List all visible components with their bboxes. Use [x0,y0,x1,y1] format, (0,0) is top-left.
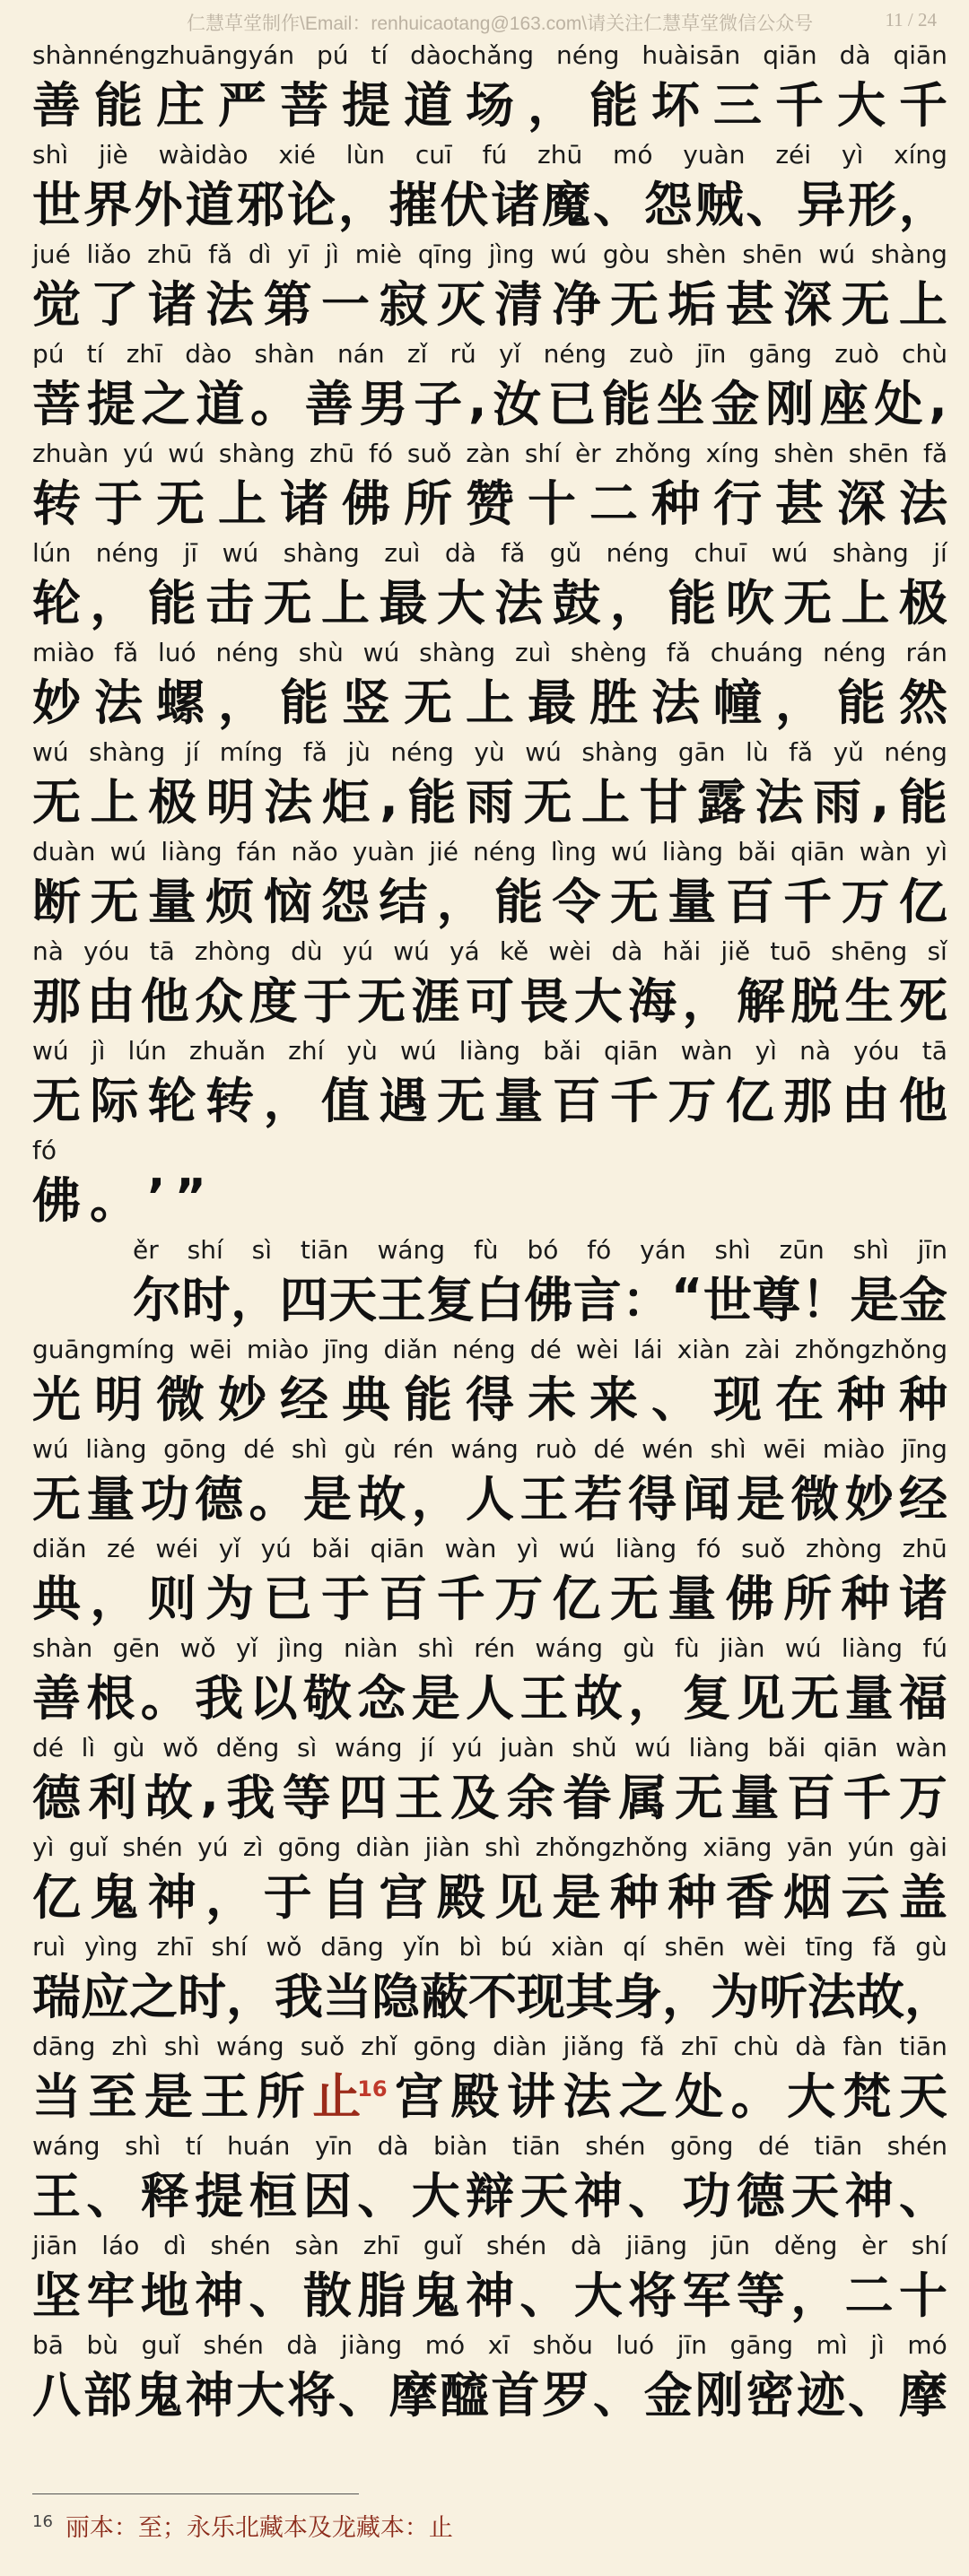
page-indicator: 11 / 24 [885,9,937,30]
hanzi-line: 善 能 庄 严 菩 提 道 场 ， 能 坏 三 千 大 千 [32,76,947,134]
pinyin-line: dāng zhì shì wáng suǒ zhǐ gōng diàn jiǎng fǎ zhī chù dà fàn tiān [32,2032,947,2061]
pinyin-line: shàn gēn wǒ yǐ jìng niàn shì rén wáng gù fù jiàn wú liàng fú [32,1633,947,1663]
pinyin-line: dé lì gù wǒ děng sì wáng jí yú juàn shǔ wú liàng bǎi qiān wàn [32,1733,947,1762]
hanzi-line: 瑞 应 之 时 ， 我 当 隐 蔽 不 现 其 身 ， 为 听 法 故 ， [32,1968,953,2025]
pinyin-line: guāngmíng wēi miào jīng diǎn néng dé wèi lái xiàn zài zhǒngzhǒng [32,1335,947,1364]
footnote-divider [32,2493,359,2494]
pinyin-line: wú liàng gōng dé shì gù rén wáng ruò dé wén shì wēi miào jīng [32,1434,947,1464]
text-line [32,1428,947,1527]
text-line [32,1229,947,1327]
hanzi-line: 断 无 量 烦 恼 怨 结 ， 能 令 无 量 百 千 万 亿 [32,873,947,930]
pinyin-line: lún néng jī wú shàng zuì dà fǎ gǔ néng chuī wú shàng jí [32,538,947,568]
hanzi-line: 妙 法 螺 ， 能 竖 无 上 最 胜 法 幢 ， 能 然 [32,674,947,731]
pinyin-line: jiān láo dì shén sàn zhī guǐ shén dà jiāng jūn děng èr shí [32,2231,947,2260]
footnote-number: 16 [32,2512,53,2531]
text-line [32,34,947,133]
pinyin-line: yì guǐ shén yú zì gōng diàn jiàn shì zhǒngzhǒng xiāng yān yún gài [32,1832,947,1862]
hanzi-line: 德 利 故 , 我 等 四 王 及 余 眷 属 无 量 百 千 万 [32,1765,947,1826]
pinyin-line: miào fǎ luó néng shù wú shàng zuì shèng fǎ chuáng néng rán [32,638,947,667]
text-line [32,1328,947,1427]
hanzi-line: 尔 时 ， 四 天 王 复 白 佛 言 ： “ 世 尊 ！ 是 金 [133,1267,947,1328]
text-line [32,2125,947,2224]
pinyin-line: ěr shí sì tiān wáng fù bó fó yán shì zūn shì jīn [133,1235,947,1265]
pinyin-line: wú shàng jí míng fǎ jù néng yù wú shàng gān lù fǎ yǔ néng [32,737,947,767]
hanzi-line: 无 上 极 明 法 炬 , 能 雨 无 上 甘 露 法 雨 , 能 [32,770,947,831]
text-line [32,1627,947,1726]
text-line [32,532,947,631]
pinyin-line: shì jiè wàidào xié lùn cuī fú zhū mó yuàn zéi yì xíng [32,140,947,170]
text-line [32,2324,947,2423]
text-line [32,432,947,531]
text-line [32,1129,947,1228]
pinyin-line: bā bù guǐ shén dà jiàng mó xī shǒu luó jīn gāng mì jì mó [32,2330,947,2360]
pinyin-line: zhuàn yú wú shàng zhū fó suǒ zàn shí èr zhǒng xíng shèn shēn fǎ [32,439,947,468]
pinyin-line: ruì yìng zhī shí wǒ dāng yǐn bì bú xiàn qí shēn wèi tīng fǎ gù [32,1932,947,1962]
hanzi-line: 那 由 他 众 度 于 无 涯 可 畏 大 海 ， 解 脱 生 死 [32,972,947,1030]
text-line [32,831,947,929]
text-line [32,731,947,830]
text-line [32,1030,947,1128]
footnote-ref[interactable]: 16 [357,2076,388,2102]
hanzi-line: 觉 了 诸 法 第 一 寂 灭 清 净 无 垢 甚 深 无 上 [32,275,947,333]
pinyin-line: nà yóu tā zhòng dù yú wú yá kě wèi dà hǎi jiě tuō shēng sǐ [32,936,947,966]
footnote-text: 丽本：至；永乐北藏本及龙藏本：止 [65,2514,453,2542]
hanzi-line: 光 明 微 妙 经 典 能 得 未 来 、 现 在 种 种 [32,1371,947,1428]
hanzi-line: 典 ， 则 为 已 于 百 千 万 亿 无 量 佛 所 种 诸 [32,1570,947,1627]
pinyin-line: fó [32,1136,57,1165]
hanzi-line: 当 至 是 王 所 止$^{16}$ 宫 殿 讲 法 之 处 。 大 梵 天 [32,2067,947,2125]
hanzi-line: 菩 提 之 道 。 善 男 子 , 汝 已 能 坐 金 刚 座 处 , [32,371,947,432]
footnote [32,2508,930,2544]
hanzi-line: 八 部 鬼 神 大 将 、 摩 醯 首 罗 、 金 刚 密 迹 、 摩 [32,2366,947,2424]
pinyin-line: duàn wú liàng fán nǎo yuàn jié néng lìng wú liàng bǎi qiān wàn yì [32,837,947,866]
pinyin-line: diǎn zé wéi yǐ yú bǎi qiān wàn yì wú liàng fó suǒ zhòng zhū [32,1534,947,1563]
hanzi-line: 亿 鬼 神 ， 于 自 宫 殿 见 是 种 种 香 烟 云 盖 [32,1868,947,1926]
hanzi-line: 转 于 无 上 诸 佛 所 赞 十 二 种 行 甚 深 法 [32,474,947,532]
hanzi-line: 善 根 。 我 以 敬 念 是 人 王 故 ， 复 见 无 量 福 [32,1669,947,1727]
pinyin-line: shànnéngzhuāngyán pú tí dàochǎng néng huàisān qiān dà qiān [32,40,947,70]
hanzi-line: 轮 ， 能 击 无 上 最 大 法 鼓 ， 能 吹 无 上 极 [32,574,947,631]
text-line [32,1826,947,1925]
hanzi-line: 无 际 轮 转 ， 值 遇 无 量 百 千 万 亿 那 由 他 [32,1072,947,1129]
text-line [32,134,947,232]
pinyin-line: wáng shì tí huán yīn dà biàn tiān shén gōng dé tiān shén [32,2131,947,2161]
credit-text: 仁慧草堂制作\Email：renhuicaotang@163.com\请关注仁慧草堂微信公众号 [187,13,814,34]
hanzi-line: 世 界 外 道 邪 论 ， 摧 伏 诸 魔 、 怨 贼 、 异 形 ， [32,176,947,233]
hanzi-line: 王 、 释 提 桓 因 、 大 辩 天 神 、 功 德 天 神 、 [32,2167,947,2224]
hanzi-line: 坚 牢 地 神 、 散 脂 鬼 神 、 大 将 军 等 ， 二 十 [32,2267,947,2324]
pinyin-line: pú tí zhī dào shàn nán zǐ rǔ yǐ néng zuò jīn gāng zuò chù [32,339,947,369]
text-line [32,631,947,730]
text-line [32,930,947,1029]
text-line [32,1527,947,1626]
text-line [32,1926,953,2025]
hanzi-line: 佛 。 ’ ” [32,1168,207,1229]
text-line [32,333,947,431]
text-line [32,2224,947,2323]
text-line [32,1727,947,1825]
text-line [32,2025,947,2124]
pinyin-line: jué liǎo zhū fǎ dì yī jì miè qīng jìng wú gòu shèn shēn wú shàng [32,239,947,269]
text-line [32,233,947,332]
pinyin-line: wú jì lún zhuǎn zhí yù wú liàng bǎi qiān wàn yì nà yóu tā [32,1036,947,1066]
hanzi-line: 无 量 功 德 。 是 故 ， 人 王 若 得 闻 是 微 妙 经 [32,1470,947,1527]
